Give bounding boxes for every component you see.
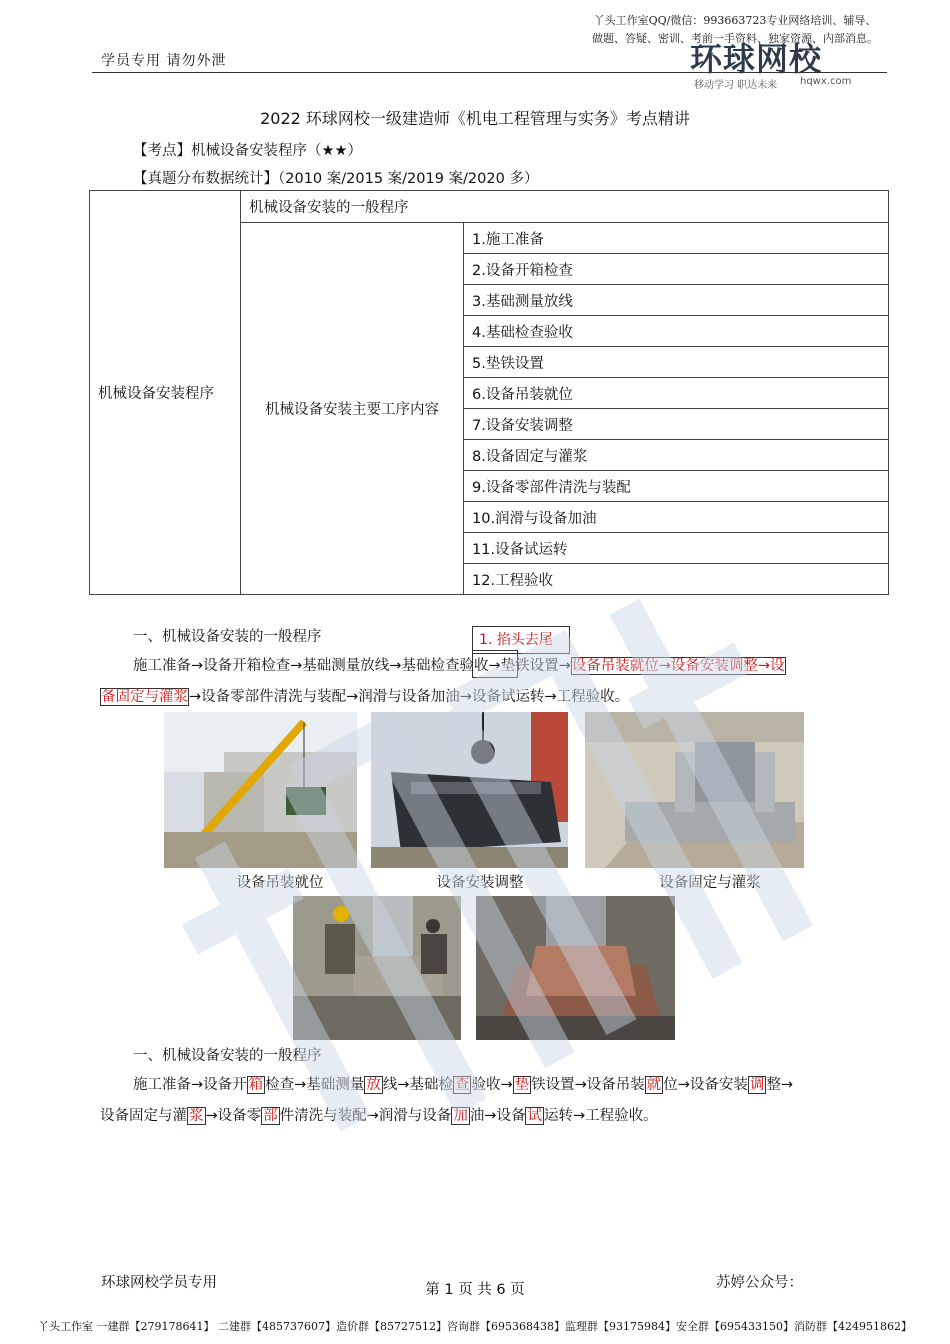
section2-heading: 一、机械设备安装的一般程序 <box>133 1048 322 1064</box>
section2-text: 线→基础检 <box>382 1077 453 1093</box>
header-note-line2: 做题、答疑、密训、考前一手资料、独家资源、内部消息。 <box>592 32 878 45</box>
step-cell: 11.设备试运转 <box>464 533 889 564</box>
kaodian-line: 【考点】机械设备安装程序（★★） <box>133 143 362 159</box>
footer-qq-groups: 丫头工作室 一建群【279178641】 二建群【485737607】造价群【85727512】咨询群【695368438】监理群【93175984】安全群【695433150】消防群【424951862】 <box>38 1320 912 1333</box>
caption-grouting: 设备固定与灌浆 <box>659 875 761 891</box>
section2-line1 <box>133 1070 793 1100</box>
section2-text: 验收→ <box>471 1077 513 1093</box>
section1-highlight-1: 设备吊装就位→设备安装调整→设 <box>571 658 785 674</box>
annotation-callout: 1. 掐头去尾 <box>472 626 570 654</box>
step-cell: 2.设备开箱检查 <box>464 254 889 285</box>
key-char: 加 <box>453 1108 468 1124</box>
section2-text: 设备固定与灌 <box>100 1108 187 1124</box>
section2-text: 检查→基础测量 <box>265 1077 365 1093</box>
step-cell: 12.工程验收 <box>464 564 889 595</box>
section2-text: 位→设备安装 <box>663 1077 748 1093</box>
header-note-line1: 丫头工作室QQ/微信：993663723专业网络培训、辅导、 <box>593 14 877 27</box>
key-char: 调 <box>749 1077 765 1093</box>
section2-text: 件清洗与装配→润滑与设备 <box>279 1108 452 1124</box>
section2-text: 油→设备 <box>469 1108 526 1124</box>
key-char: 垫 <box>514 1077 530 1093</box>
logo-slogan: 移动学习 职达未来 <box>694 80 778 91</box>
section1-highlight-2: 备固定与灌浆 <box>101 689 188 705</box>
step-cell: 10.润滑与设备加油 <box>464 502 889 533</box>
step-cell: 5.垫铁设置 <box>464 347 889 378</box>
key-char: 箱 <box>248 1077 264 1093</box>
section2-text: 整→ <box>766 1077 794 1093</box>
document-title: 2022 环球网校一级建造师《机电工程管理与实务》考点精讲 <box>260 109 690 128</box>
photo-alignment <box>371 712 568 868</box>
section1-line1-text: 施工准备→设备开箱检查→基础测量放线→基础检查验收→垫铁设置→ <box>133 658 571 674</box>
caption-adjustment: 设备安装调整 <box>436 875 524 891</box>
section1-heading: 一、机械设备安装的一般程序 <box>133 629 322 645</box>
step-cell: 3.基础测量放线 <box>464 285 889 316</box>
step-cell: 9.设备零部件清洗与装配 <box>464 471 889 502</box>
page-number: 第 1 页 共 6 页 <box>425 1282 525 1298</box>
table-cell-col1: 机械设备安装程序 <box>90 191 241 595</box>
stats-line: 【真题分布数据统计】（2010 案/2015 案/2019 案/2020 多） <box>133 171 539 187</box>
key-char: 查 <box>454 1077 470 1093</box>
step-cell: 8.设备固定与灌浆 <box>464 440 889 471</box>
photo-workers-baseplate <box>293 896 461 1040</box>
section1-line2 <box>100 682 629 712</box>
section2-line2 <box>100 1101 658 1131</box>
section2-text: 运转→工程验收。 <box>543 1108 658 1124</box>
footer-left: 环球网校学员专用 <box>101 1275 217 1291</box>
key-char: 部 <box>263 1108 278 1124</box>
section2-text: 铁设置→设备吊装 <box>531 1077 645 1093</box>
section1-line2-text: →设备零部件清洗与装配→润滑与设备加油→设备试运转→工程验收。 <box>189 689 630 705</box>
table-header-cell: 机械设备安装的一般程序 <box>241 191 889 223</box>
step-cell: 4.基础检查验收 <box>464 316 889 347</box>
caption-lifting: 设备吊装就位 <box>236 875 324 891</box>
brand-logo <box>690 34 880 92</box>
step-cell: 1.施工准备 <box>464 223 889 254</box>
key-char: 放 <box>366 1077 381 1093</box>
logo-url: hqwx.com <box>800 76 852 87</box>
photo-crane-lifting <box>164 712 357 868</box>
procedure-table <box>89 190 889 595</box>
key-char: 试 <box>527 1108 542 1124</box>
section1-line1 <box>133 651 786 681</box>
key-char: 就 <box>646 1077 662 1093</box>
photo-grouting <box>585 712 804 868</box>
footer-right: 苏婷公众号： <box>716 1275 803 1291</box>
key-char: 浆 <box>189 1108 204 1124</box>
section2-text: →设备零 <box>205 1108 262 1124</box>
student-only-label: 学员专用 请勿外泄 <box>101 53 227 69</box>
table-cell-col2: 机械设备安装主要工序内容 <box>241 223 464 595</box>
step-cell: 7.设备安装调整 <box>464 409 889 440</box>
photo-grouted-baseplate <box>476 896 675 1040</box>
logo-text: 环球网校 <box>690 40 823 78</box>
section2-text: 施工准备→设备开 <box>133 1077 247 1093</box>
step-cell: 6.设备吊装就位 <box>464 378 889 409</box>
